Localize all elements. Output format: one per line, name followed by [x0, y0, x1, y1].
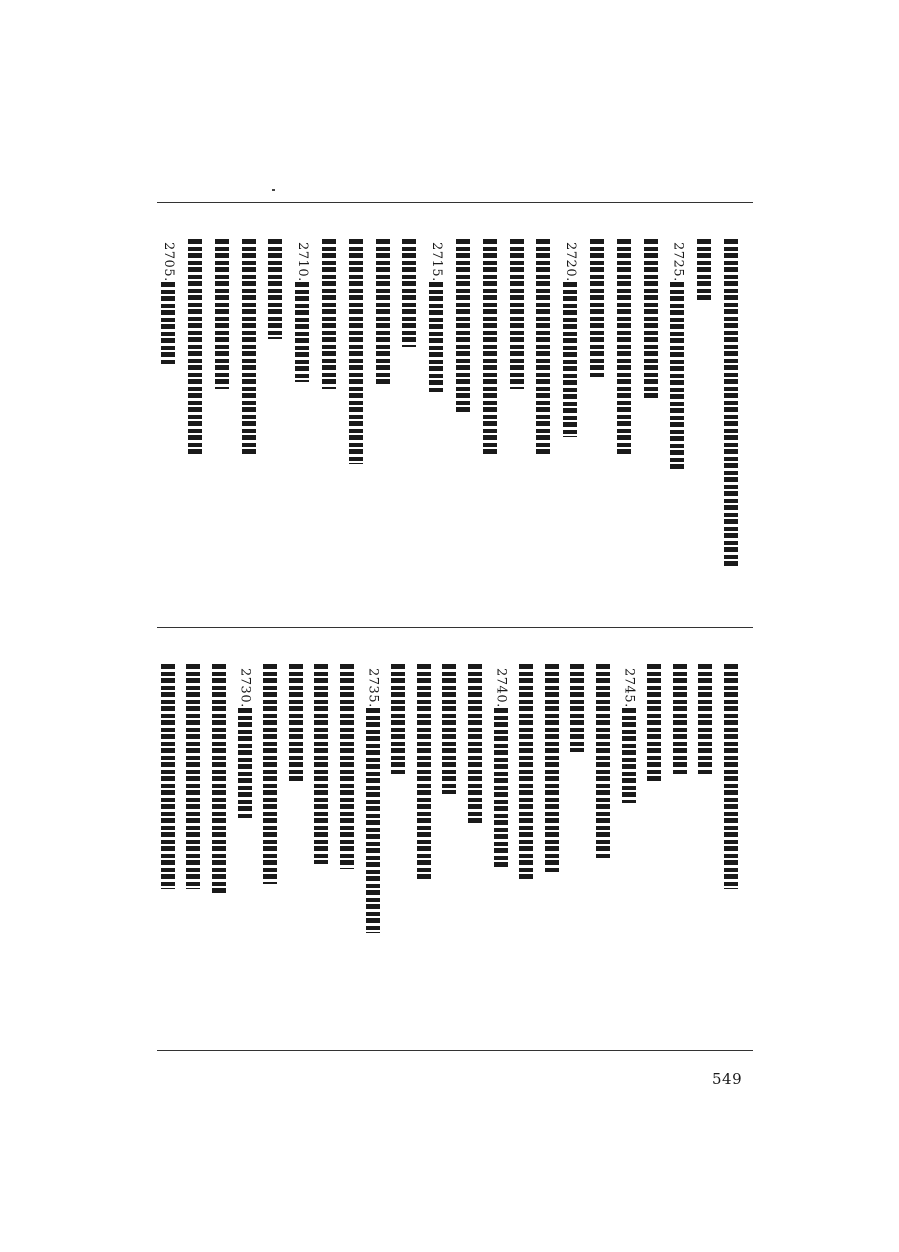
mongolian-script-line [319, 239, 339, 389]
mongolian-script-line [185, 239, 205, 454]
mongolian-script-line [158, 282, 178, 364]
verse-number: 2735. [365, 668, 381, 708]
script-glyphs [183, 664, 203, 889]
mongolian-script-line [560, 282, 580, 437]
mongolian-script-line [695, 664, 715, 776]
text-column [264, 202, 286, 626]
page-number: 549 [712, 1070, 743, 1088]
text-column [720, 202, 742, 626]
text-column [259, 628, 281, 1050]
text-column [362, 628, 384, 1050]
script-glyphs [644, 664, 664, 784]
mongolian-script-line [388, 664, 408, 776]
mongolian-script-line [480, 239, 500, 457]
text-column [490, 628, 512, 1050]
script-glyphs [399, 239, 419, 347]
mongolian-script-line [465, 664, 485, 824]
mongolian-script-line [694, 239, 714, 301]
text-column [345, 202, 367, 626]
mongolian-script-line [286, 664, 306, 784]
mongolian-script-line [587, 239, 607, 379]
script-glyphs [465, 664, 485, 824]
script-glyphs [593, 664, 613, 859]
text-column [291, 202, 313, 626]
mongolian-script-line [542, 664, 562, 874]
mongolian-script-line [239, 239, 259, 454]
text-column [613, 202, 635, 626]
script-glyphs [388, 664, 408, 776]
script-glyphs [265, 239, 285, 339]
mongolian-script-line [507, 239, 527, 389]
mongolian-script-line [614, 239, 634, 457]
script-glyphs [516, 664, 536, 882]
mongolian-script-line [439, 664, 459, 794]
text-column [425, 202, 447, 626]
mongolian-script-line [453, 239, 473, 414]
script-glyphs [453, 239, 473, 414]
script-glyphs [212, 239, 232, 389]
verse-number: 2725. [670, 242, 686, 282]
script-glyphs [542, 664, 562, 874]
text-column [640, 202, 662, 626]
mongolian-script-line [260, 664, 280, 884]
script-glyphs [363, 708, 383, 933]
text-column [398, 202, 420, 626]
mongolian-script-line [644, 664, 664, 784]
text-column [566, 628, 588, 1050]
script-glyphs [319, 239, 339, 389]
text-column [666, 202, 688, 626]
script-glyphs [695, 664, 715, 776]
mongolian-script-line [212, 239, 232, 389]
mongolian-script-line [373, 239, 393, 384]
verse-number: 2720. [563, 242, 579, 282]
mongolian-script-line [426, 282, 446, 392]
text-column [318, 202, 340, 626]
text-column [693, 202, 715, 626]
script-glyphs [567, 664, 587, 752]
upper-text-panel [157, 202, 753, 626]
verse-number: 2745. [621, 668, 637, 708]
script-glyphs [587, 239, 607, 379]
script-glyphs [619, 708, 639, 803]
text-column [559, 202, 581, 626]
mongolian-script-line [399, 239, 419, 347]
script-glyphs [694, 239, 714, 301]
text-column [157, 202, 179, 626]
script-glyphs [346, 239, 366, 464]
script-glyphs [158, 282, 178, 364]
mongolian-script-line [346, 239, 366, 464]
text-column [285, 628, 307, 1050]
mongolian-script-line [721, 664, 741, 889]
text-column [532, 202, 554, 626]
text-column [586, 202, 608, 626]
text-column [479, 202, 501, 626]
text-column [238, 202, 260, 626]
text-column [182, 628, 204, 1050]
mongolian-script-line [363, 708, 383, 933]
text-column [413, 628, 435, 1050]
script-glyphs [480, 239, 500, 457]
script-glyphs [491, 708, 511, 868]
mongolian-script-line [619, 708, 639, 803]
verse-number: 2730. [237, 668, 253, 708]
verse-number: 2740. [493, 668, 509, 708]
text-column [208, 628, 230, 1050]
mongolian-script-line [721, 239, 741, 569]
mongolian-script-line [670, 664, 690, 776]
script-glyphs [533, 239, 553, 457]
script-glyphs [614, 239, 634, 457]
script-glyphs [239, 239, 259, 454]
script-glyphs [721, 239, 741, 569]
rule-bottom [157, 1050, 753, 1051]
mongolian-script-line [593, 664, 613, 859]
mongolian-script-line [158, 664, 178, 889]
mongolian-script-line [337, 664, 357, 869]
script-glyphs [721, 664, 741, 889]
script-glyphs [641, 239, 661, 399]
mongolian-script-line [491, 708, 511, 868]
script-glyphs [185, 239, 205, 454]
script-glyphs [560, 282, 580, 437]
text-column [643, 628, 665, 1050]
script-glyphs [311, 664, 331, 864]
mongolian-script-line [209, 664, 229, 894]
script-glyphs [235, 708, 255, 820]
script-glyphs [209, 664, 229, 894]
text-column [387, 628, 409, 1050]
mongolian-script-line [567, 664, 587, 752]
script-glyphs [426, 282, 446, 392]
script-glyphs [373, 239, 393, 384]
mongolian-script-line [667, 282, 687, 472]
script-glyphs [414, 664, 434, 882]
script-glyphs [667, 282, 687, 472]
text-column [184, 202, 206, 626]
text-column [157, 628, 179, 1050]
verse-number: 2705. [161, 242, 177, 282]
mongolian-script-line [414, 664, 434, 882]
text-column [592, 628, 614, 1050]
script-glyphs [286, 664, 306, 784]
script-glyphs [292, 282, 312, 382]
script-glyphs [670, 664, 690, 776]
mongolian-script-line [183, 664, 203, 889]
script-glyphs [439, 664, 459, 794]
text-column [372, 202, 394, 626]
text-column [694, 628, 716, 1050]
text-column [452, 202, 474, 626]
mongolian-script-line [235, 708, 255, 820]
mongolian-script-line [265, 239, 285, 339]
text-column [515, 628, 537, 1050]
lower-text-panel [157, 628, 753, 1050]
text-column [506, 202, 528, 626]
script-glyphs [158, 664, 178, 889]
mongolian-script-line [533, 239, 553, 457]
text-column [669, 628, 691, 1050]
mongolian-script-line [311, 664, 331, 864]
script-glyphs [260, 664, 280, 884]
mongolian-script-line [292, 282, 312, 382]
page-mark [272, 189, 275, 191]
mongolian-script-line [516, 664, 536, 882]
text-column [310, 628, 332, 1050]
text-column [541, 628, 563, 1050]
text-column [438, 628, 460, 1050]
text-column [464, 628, 486, 1050]
script-glyphs [337, 664, 357, 869]
text-column [618, 628, 640, 1050]
text-column [720, 628, 742, 1050]
text-column [336, 628, 358, 1050]
text-column [211, 202, 233, 626]
text-column [234, 628, 256, 1050]
verse-number: 2715. [429, 242, 445, 282]
script-glyphs [507, 239, 527, 389]
mongolian-script-line [641, 239, 661, 399]
verse-number: 2710. [295, 242, 311, 282]
